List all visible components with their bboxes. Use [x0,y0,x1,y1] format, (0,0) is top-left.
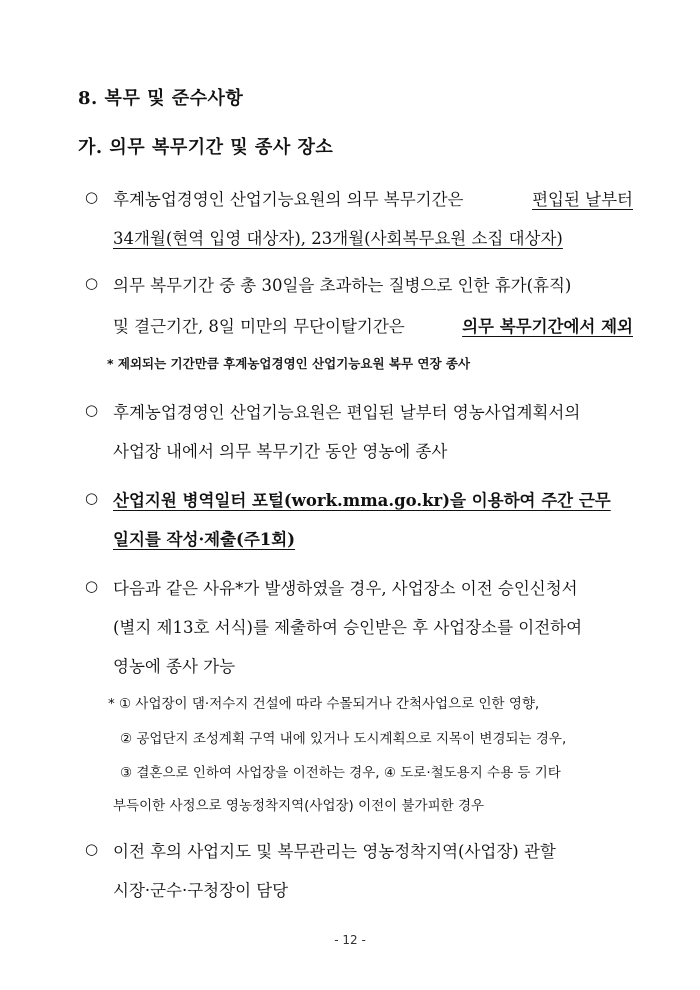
text: 후계농업경영인 산업기능요원의 의무 복무기간은 [113,190,464,209]
text: 사업장 내에서 의무 복무기간 동안 영농에 종사 [113,442,448,461]
bullet-icon: ○ [85,188,99,206]
text: 시장·군수·구청장이 담당 [113,881,289,900]
bullet-icon: ○ [85,489,99,507]
bullet-icon: ○ [85,840,99,858]
underlined-text: 34개월(현역 입영 대상자), 23개월(사회복무요원 소집 대상자) [113,229,563,248]
bullet-icon: ○ [85,401,99,419]
item-5-subnote-3: ③ 결혼으로 인하여 사업장을 이전하는 경우, ④ 도로·철도용지 수용 등 기타 [120,765,561,781]
item-5-line-3 [113,653,633,677]
item-1-line-1 [113,186,633,210]
item-1-line-2 [113,225,633,249]
section-title: 8. 복무 및 준수사항 [78,88,244,109]
text: 후계농업경영인 산업기능요원은 편입된 날부터 영농사업계획서의 [113,403,581,422]
item-6-line-1 [113,838,633,862]
item-3-line-2 [113,438,633,462]
text: 이전 후의 사업지도 및 복무관리는 영농정착지역(사업장) 관할 [113,842,556,861]
text: 영농에 종사 가능 [113,657,236,676]
item-5-subnote-1: * ① 사업장이 댐·저수지 건설에 따라 수몰되거나 간척사업으로 인한 영향, [108,696,540,712]
item-3-line-1 [113,399,633,423]
page-number: - 12 - [334,933,366,947]
text: 다음과 같은 사유*가 발생하였을 경우, 사업장소 이전 승인신청서 [113,579,578,598]
item-5-line-2 [113,614,633,638]
item-6-line-2 [113,877,633,901]
item-2-line-1 [113,272,633,296]
item-4-line-2 [113,526,633,550]
underlined-bold-text: 산업지원 병역일터 포털(work.mma.go.kr)을 이용하여 주간 근무 [113,491,611,510]
item-5-subnote-2: ② 공업단지 조성계획 구역 내에 있거나 도시계획으로 지목이 변경되는 경우, [120,731,567,747]
item-2-note: * 제외되는 기간만큼 후계농업경영인 산업기능요원 복무 연장 종사 [107,356,471,371]
item-5-line-1 [113,575,633,599]
item-5-subnote-4: 부득이한 사정으로 영농정착지역(사업장) 이전이 불가피한 경우 [113,798,485,814]
text: 및 결근기간, 8일 미만의 무단이탈기간은 [113,317,405,336]
text: (별지 제13호 서식)를 제출하여 승인받은 후 사업장소를 이전하여 [113,618,583,637]
bullet-icon: ○ [85,577,99,595]
underlined-text: 편입된 날부터 [532,190,633,209]
item-2-line-2 [113,313,633,337]
text: 의무 복무기간 중 총 30일을 초과하는 질병으로 인한 휴가(휴직) [113,276,572,295]
bullet-icon: ○ [85,274,99,292]
subsection-title: 가. 의무 복무기간 및 종사 장소 [78,137,334,158]
underlined-bold-text: 의무 복무기간에서 제외 [462,317,633,336]
item-4-line-1 [113,487,633,511]
underlined-bold-text: 일지를 작성·제출(주1회) [113,530,296,549]
